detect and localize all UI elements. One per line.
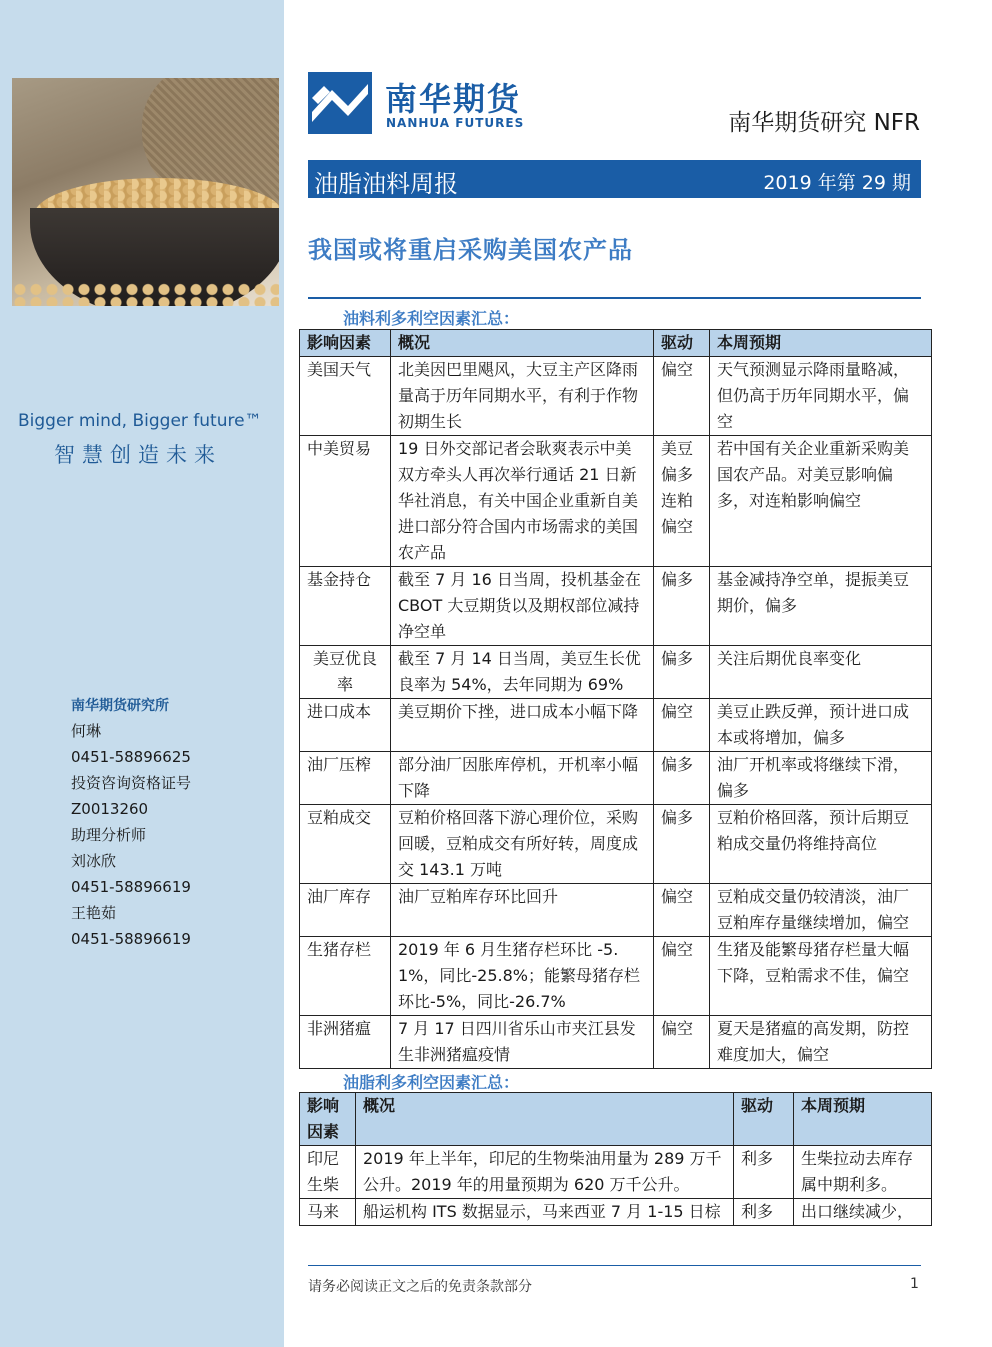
overview-cell: 2019 年上半年，印尼的生物柴油用量为 289 万千公升。2019 年的用量预期为 620 万千公升。 bbox=[356, 1146, 734, 1199]
logo-chinese-name: 南华期货 bbox=[385, 80, 522, 118]
report-headline: 我国或将重启采购美国农产品 bbox=[308, 236, 633, 264]
table-row bbox=[300, 1146, 932, 1199]
drive-cell: 偏多 bbox=[654, 567, 710, 646]
drive-cell: 偏多 bbox=[654, 805, 710, 884]
contact-line: 0451-58896619 bbox=[71, 878, 191, 896]
contact-line: 刘冰欣 bbox=[71, 852, 117, 870]
column-header: 概况 bbox=[391, 330, 654, 357]
contact-line: 0451-58896619 bbox=[71, 930, 191, 948]
logo-mark-icon bbox=[308, 72, 372, 134]
oilseed-section-title: 油料利多利空因素汇总： bbox=[343, 309, 520, 328]
table-row bbox=[300, 884, 932, 937]
drive-cell: 利多 bbox=[734, 1199, 794, 1226]
analyst-contact bbox=[71, 694, 276, 952]
overview-cell: 北美因巴里飓风，大豆主产区降雨量高于历年同期水平，有利于作物初期生长 bbox=[391, 357, 654, 436]
table-row bbox=[300, 699, 932, 752]
column-header: 本周预期 bbox=[710, 330, 932, 357]
expect-cell: 豆粕价格回落，预计后期豆粕成交量仍将维持高位 bbox=[710, 805, 932, 884]
factor-cell: 生猪存栏 bbox=[300, 937, 391, 1016]
expect-cell: 基金减持净空单，提振美豆期价，偏多 bbox=[710, 567, 932, 646]
expect-cell: 生柴拉动去库存属中期利多。 bbox=[794, 1146, 932, 1199]
expect-cell: 油厂开机率或将继续下滑，偏多 bbox=[710, 752, 932, 805]
drive-cell: 偏空 bbox=[654, 937, 710, 1016]
company-logo bbox=[308, 72, 536, 134]
table-header-row bbox=[300, 330, 932, 357]
factor-cell: 基金持仓 bbox=[300, 567, 391, 646]
overview-cell: 7 月 17 日四川省乐山市夹江县发生非洲猪瘟疫情 bbox=[391, 1016, 654, 1069]
expect-cell: 豆粕成交量仍较清淡，油厂豆粕库存量继续增加，偏空 bbox=[710, 884, 932, 937]
expect-cell: 出口继续减少， bbox=[794, 1199, 932, 1226]
table-row bbox=[300, 1199, 932, 1226]
slogan-english: Bigger mind, Bigger future™ bbox=[18, 411, 262, 431]
contact-line: 助理分析师 bbox=[71, 826, 147, 844]
factor-cell: 印尼生柴 bbox=[300, 1146, 356, 1199]
drive-cell: 偏多 bbox=[654, 752, 710, 805]
drive-cell: 利多 bbox=[734, 1146, 794, 1199]
overview-cell: 2019 年 6 月生猪存栏环比 -5.1%，同比-25.8%；能繁母猪存栏环比-5%，同比-26.7% bbox=[391, 937, 654, 1016]
table-row bbox=[300, 1016, 932, 1069]
overview-cell: 美豆期价下挫，进口成本小幅下降 bbox=[391, 699, 654, 752]
factor-cell: 马来 bbox=[300, 1199, 356, 1226]
table-header-row bbox=[300, 1093, 932, 1146]
column-header: 概况 bbox=[356, 1093, 734, 1146]
research-label: 南华期货研究 NFR bbox=[728, 110, 920, 136]
institute-name: 南华期货研究所 bbox=[71, 698, 169, 714]
table-row bbox=[300, 567, 932, 646]
table-row bbox=[300, 805, 932, 884]
factor-cell: 油厂压榨 bbox=[300, 752, 391, 805]
table-row bbox=[300, 436, 932, 567]
page-number: 1 bbox=[910, 1276, 919, 1292]
overview-cell: 部分油厂因胀库停机，开机率小幅下降 bbox=[391, 752, 654, 805]
drive-cell: 偏空 bbox=[654, 699, 710, 752]
report-title-bar bbox=[308, 160, 921, 198]
report-name: 油脂油料周报 bbox=[314, 170, 458, 198]
oilfat-factor-table bbox=[299, 1092, 932, 1226]
column-header: 影响因素 bbox=[300, 330, 391, 357]
factor-cell: 美豆优良率 bbox=[300, 646, 391, 699]
logo-english-name: NANHUA FUTURES bbox=[386, 116, 525, 130]
disclaimer-note: 请务必阅读正文之后的免责条款部分 bbox=[308, 1279, 532, 1295]
expect-cell: 若中国有关企业重新采购美国农产品。对美豆影响偏多，对连粕影响偏空 bbox=[710, 436, 932, 567]
factor-cell: 豆粕成交 bbox=[300, 805, 391, 884]
column-header: 本周预期 bbox=[794, 1093, 932, 1146]
drive-cell: 偏空 bbox=[654, 357, 710, 436]
overview-cell: 19 日外交部记者会耿爽表示中美双方牵头人再次举行通话 21 日新华社消息，有关中国企业重新自美进口部分符合国内市场需求的美国农产品 bbox=[391, 436, 654, 567]
factor-cell: 非洲猪瘟 bbox=[300, 1016, 391, 1069]
factor-cell: 进口成本 bbox=[300, 699, 391, 752]
contact-line: 投资咨询资格证号 bbox=[71, 774, 192, 792]
column-header: 驱动 bbox=[734, 1093, 794, 1146]
expect-cell: 关注后期优良率变化 bbox=[710, 646, 932, 699]
drive-cell: 偏空 bbox=[654, 884, 710, 937]
slogan-chinese: 智慧创造未来 bbox=[54, 443, 222, 467]
report-issue: 2019 年第 29 期 bbox=[763, 172, 911, 194]
table-row bbox=[300, 937, 932, 1016]
table-row bbox=[300, 752, 932, 805]
factor-cell: 美国天气 bbox=[300, 357, 391, 436]
overview-cell: 油厂豆粕库存环比回升 bbox=[391, 884, 654, 937]
contact-line: 王艳茹 bbox=[71, 904, 117, 922]
scattered-beans-graphic bbox=[12, 283, 279, 306]
overview-cell: 船运机构 ITS 数据显示，马来西亚 7 月 1-15 日棕 bbox=[356, 1199, 734, 1226]
table-row bbox=[300, 357, 932, 436]
soybean-bowl-photo bbox=[12, 78, 279, 306]
divider bbox=[308, 297, 921, 299]
contact-line: Z0013260 bbox=[71, 800, 149, 818]
overview-cell: 豆粕价格回落下游心理价位，采购回暖，豆粕成交有所好转，周度成交 143.1 万吨 bbox=[391, 805, 654, 884]
factor-cell: 油厂库存 bbox=[300, 884, 391, 937]
oilseed-factor-table bbox=[299, 329, 932, 1069]
column-header: 驱动 bbox=[654, 330, 710, 357]
column-header: 影响因素 bbox=[300, 1093, 356, 1146]
drive-cell: 美豆偏多连粕偏空 bbox=[654, 436, 710, 567]
sidebar bbox=[0, 0, 284, 1347]
expect-cell: 生猪及能繁母猪存栏量大幅下降，豆粕需求不佳，偏空 bbox=[710, 937, 932, 1016]
overview-cell: 截至 7 月 16 日当周，投机基金在 CBOT 大豆期货以及期权部位减持净空单 bbox=[391, 567, 654, 646]
expect-cell: 夏天是猪瘟的高发期，防控难度加大，偏空 bbox=[710, 1016, 932, 1069]
contact-line: 何琳 bbox=[71, 722, 102, 740]
drive-cell: 偏空 bbox=[654, 1016, 710, 1069]
contact-line: 0451-58896625 bbox=[71, 748, 191, 766]
overview-cell: 截至 7 月 14 日当周，美豆生长优良率为 54%，去年同期为 69% bbox=[391, 646, 654, 699]
table-row bbox=[300, 646, 932, 699]
expect-cell: 美豆止跌反弹，预计进口成本或将增加，偏多 bbox=[710, 699, 932, 752]
footer-divider bbox=[308, 1265, 921, 1266]
oilfat-section-title: 油脂利多利空因素汇总： bbox=[343, 1073, 520, 1092]
drive-cell: 偏多 bbox=[654, 646, 710, 699]
factor-cell: 中美贸易 bbox=[300, 436, 391, 567]
expect-cell: 天气预测显示降雨量略减，但仍高于历年同期水平，偏空 bbox=[710, 357, 932, 436]
